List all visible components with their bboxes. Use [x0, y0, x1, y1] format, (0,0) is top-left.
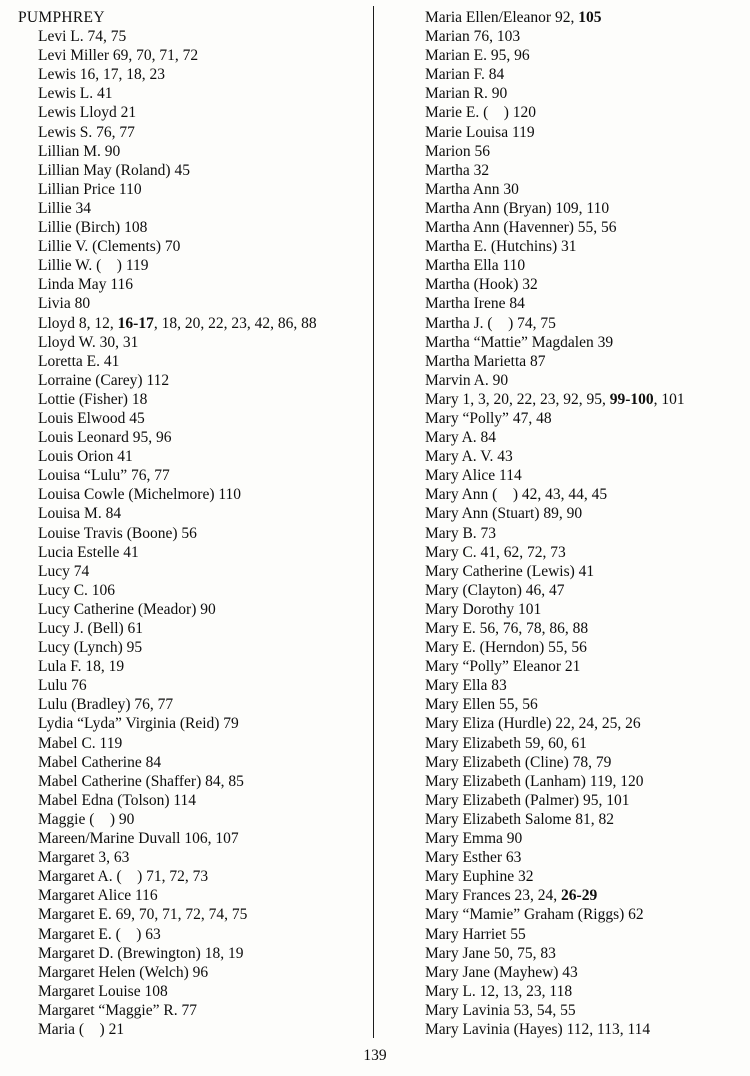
index-entry: Mary Jane 50, 75, 83: [425, 944, 556, 962]
index-entry: Margaret A. ( ) 71, 72, 73: [38, 868, 209, 886]
index-entry: Lucy J. (Bell) 61: [38, 620, 144, 637]
index-entry: Marvin A. 90: [425, 371, 509, 389]
index-entry: Levi Miller 69, 70, 71, 72: [38, 47, 199, 65]
index-entry: Mary “Polly” 47, 48: [425, 409, 552, 427]
index-entry: Mabel Catherine (Shaffer) 84, 85: [38, 772, 244, 790]
index-entry: Margaret 3, 63: [38, 849, 130, 867]
bold-page-reference: 16-17: [117, 314, 154, 332]
index-entry: Louise Travis (Boone) 56: [38, 524, 197, 542]
index-entry: Lloyd W. 30, 31: [38, 333, 139, 351]
index-entry: Lillian May (Roland) 45: [38, 161, 190, 179]
index-entry: Marian F. 84: [425, 66, 505, 84]
index-entry: Martha Ann (Havenner) 55, 56: [425, 219, 617, 237]
index-entry: Lucia Estelle 41: [38, 543, 139, 561]
index-entry: Lewis L. 41: [38, 85, 113, 103]
index-entry: Mary Elizabeth (Cline) 78, 79: [425, 753, 612, 771]
index-entry: Louisa “Lulu” 76, 77: [38, 467, 170, 485]
index-entry: Mary Emma 90: [425, 830, 523, 848]
index-entry: Mary Frances 23, 24, 26-29: [425, 887, 598, 905]
index-entry: Margaret Louise 108: [38, 982, 168, 1000]
index-entry: Martha Ella 110: [425, 257, 526, 275]
bold-page-reference: 26-29: [561, 887, 598, 905]
index-entry: Mary Jane (Mayhew) 43: [425, 963, 578, 981]
index-entry: Martha J. ( ) 74, 75: [425, 314, 556, 332]
index-entry: Lillian Price 110: [38, 180, 142, 198]
index-entry: Linda May 116: [38, 276, 133, 294]
index-entry: Mary “Polly” Eleanor 21: [425, 658, 581, 676]
index-entry: Lillie V. (Clements) 70: [38, 238, 181, 256]
index-entry: Mary Lavinia 53, 54, 55: [425, 1001, 576, 1019]
index-entry: Mary Lavinia (Hayes) 112, 113, 114: [425, 1020, 651, 1038]
index-entry: Mary B. 73: [425, 524, 497, 542]
index-entry: Mary E. 56, 76, 78, 86, 88: [425, 620, 589, 637]
index-entry: Mabel Catherine 84: [38, 753, 162, 771]
index-entry: Mabel C. 119: [38, 734, 123, 752]
index-entry: Lillie W. ( ) 119: [38, 257, 149, 275]
index-entry: Martha 32: [425, 161, 490, 179]
index-entry: Lucy (Lynch) 95: [38, 639, 143, 657]
index-entry: Martha Irene 84: [425, 295, 525, 313]
index-entry: Lulu 76: [38, 677, 87, 695]
index-entry: Lillian M. 90: [38, 142, 121, 160]
index-surname-header: PUMPHREY: [18, 9, 105, 26]
index-entry: Martha Ann (Bryan) 109, 110: [425, 199, 610, 217]
index-entry: Mary 1, 3, 20, 22, 23, 92, 95, 99-100, 101: [425, 390, 685, 408]
index-entry: Margaret Alice 116: [38, 887, 158, 905]
index-entry: Marie E. ( ) 120: [425, 104, 537, 122]
index-entry: Lorraine (Carey) 112: [38, 371, 170, 389]
left-column-entries: [38, 27, 370, 1039]
index-entry: Lottie (Fisher) 18: [38, 390, 148, 408]
index-entry: Lewis 16, 17, 18, 23: [38, 66, 166, 84]
index-entry: Mary Elizabeth (Palmer) 95, 101: [425, 791, 630, 809]
index-entry: Lewis S. 76, 77: [38, 123, 135, 141]
index-entry: Mary (Clayton) 46, 47: [425, 581, 565, 599]
index-entry: Mary Elizabeth (Lanham) 119, 120: [425, 772, 644, 790]
index-entry: Mary Harriet 55: [425, 925, 526, 943]
index-entry: Louisa Cowle (Michelmore) 110: [38, 486, 242, 504]
index-entry: Louis Elwood 45: [38, 409, 145, 427]
index-entry: Mary Euphine 32: [425, 868, 534, 886]
index-entry: Mary “Mamie” Graham (Riggs) 62: [425, 906, 644, 924]
index-entry: Mary Esther 63: [425, 849, 522, 867]
index-entry: Marie Louisa 119: [425, 123, 535, 141]
index-entry: Mary Catherine (Lewis) 41: [425, 562, 595, 580]
index-entry: Louis Orion 41: [38, 448, 133, 466]
index-entry: Louisa M. 84: [38, 505, 122, 523]
index-entry: Margaret D. (Brewington) 18, 19: [38, 944, 244, 962]
index-entry: Levi L. 74, 75: [38, 28, 127, 46]
bold-page-reference: 99-100: [609, 390, 654, 408]
index-entry: Mary Ann (Stuart) 89, 90: [425, 505, 583, 523]
index-entry: Mary E. (Herndon) 55, 56: [425, 639, 587, 657]
index-entry: Mareen/Marine Duvall 106, 107: [38, 830, 239, 848]
index-entry: Mary Elizabeth 59, 60, 61: [425, 734, 587, 752]
index-entry: Lloyd 8, 12, 16-17, 18, 20, 22, 23, 42, 86, 88: [38, 314, 317, 332]
index-entry: Marian E. 95, 96: [425, 47, 530, 65]
index-entry: Maria ( ) 21: [38, 1020, 125, 1038]
index-entry: Mary Ellen 55, 56: [425, 696, 538, 714]
page-number: 139: [363, 1047, 387, 1064]
index-entry: Margaret E. ( ) 63: [38, 925, 161, 943]
index-entry: Marian R. 90: [425, 85, 508, 103]
column-divider: [373, 6, 374, 1038]
index-entry: Louis Leonard 95, 96: [38, 429, 172, 447]
index-entry: Margaret Helen (Welch) 96: [38, 963, 209, 981]
index-entry: Martha Marietta 87: [425, 352, 546, 370]
index-entry: Lillie (Birch) 108: [38, 219, 148, 237]
index-entry: Marion 56: [425, 142, 491, 160]
right-column: [425, 8, 747, 1039]
index-entry: Margaret “Maggie” R. 77: [38, 1001, 197, 1019]
index-entry: Lydia “Lyda” Virginia (Reid) 79: [38, 715, 239, 733]
index-entry: Martha “Mattie” Magdalen 39: [425, 333, 614, 351]
index-entry: Lulu (Bradley) 76, 77: [38, 696, 174, 714]
index-entry: Mary A. 84: [425, 429, 497, 447]
index-entry: Maria Ellen/Eleanor 92, 105: [425, 9, 602, 26]
index-entry: Mary Eliza (Hurdle) 22, 24, 25, 26: [425, 715, 641, 733]
index-entry: Mary Elizabeth Salome 81, 82: [425, 810, 614, 828]
index-entry: Mary Dorothy 101: [425, 600, 542, 618]
index-entry: Martha Ann 30: [425, 180, 519, 198]
index-entry: Marian 76, 103: [425, 28, 521, 46]
index-entry: Mary L. 12, 13, 23, 118: [425, 982, 573, 1000]
index-entry: Mary Ella 83: [425, 677, 507, 695]
left-column: [18, 8, 370, 1039]
index-entry: Mary Alice 114: [425, 467, 522, 485]
index-entry: Loretta E. 41: [38, 352, 120, 370]
index-entry: Mary A. V. 43: [425, 448, 513, 466]
index-entry: Lucy 74: [38, 562, 90, 580]
index-entry: Mabel Edna (Tolson) 114: [38, 791, 197, 809]
index-entry: Mary C. 41, 62, 72, 73: [425, 543, 566, 561]
index-entry: Livia 80: [38, 295, 91, 313]
index-entry: Lucy Catherine (Meador) 90: [38, 600, 216, 618]
index-entry: Maggie ( ) 90: [38, 810, 135, 828]
index-entry: Lucy C. 106: [38, 581, 116, 599]
index-entry: Mary Ann ( ) 42, 43, 44, 45: [425, 486, 608, 504]
index-entry: Lewis Lloyd 21: [38, 104, 137, 122]
index-entry: Lula F. 18, 19: [38, 658, 125, 676]
index-entry: Lillie 34: [38, 199, 91, 217]
index-entry: Martha (Hook) 32: [425, 276, 538, 294]
right-column-entries: [425, 8, 747, 1039]
index-entry: Martha E. (Hutchins) 31: [425, 238, 577, 256]
bold-page-reference: 105: [578, 9, 602, 26]
index-entry: Margaret E. 69, 70, 71, 72, 74, 75: [38, 906, 248, 924]
